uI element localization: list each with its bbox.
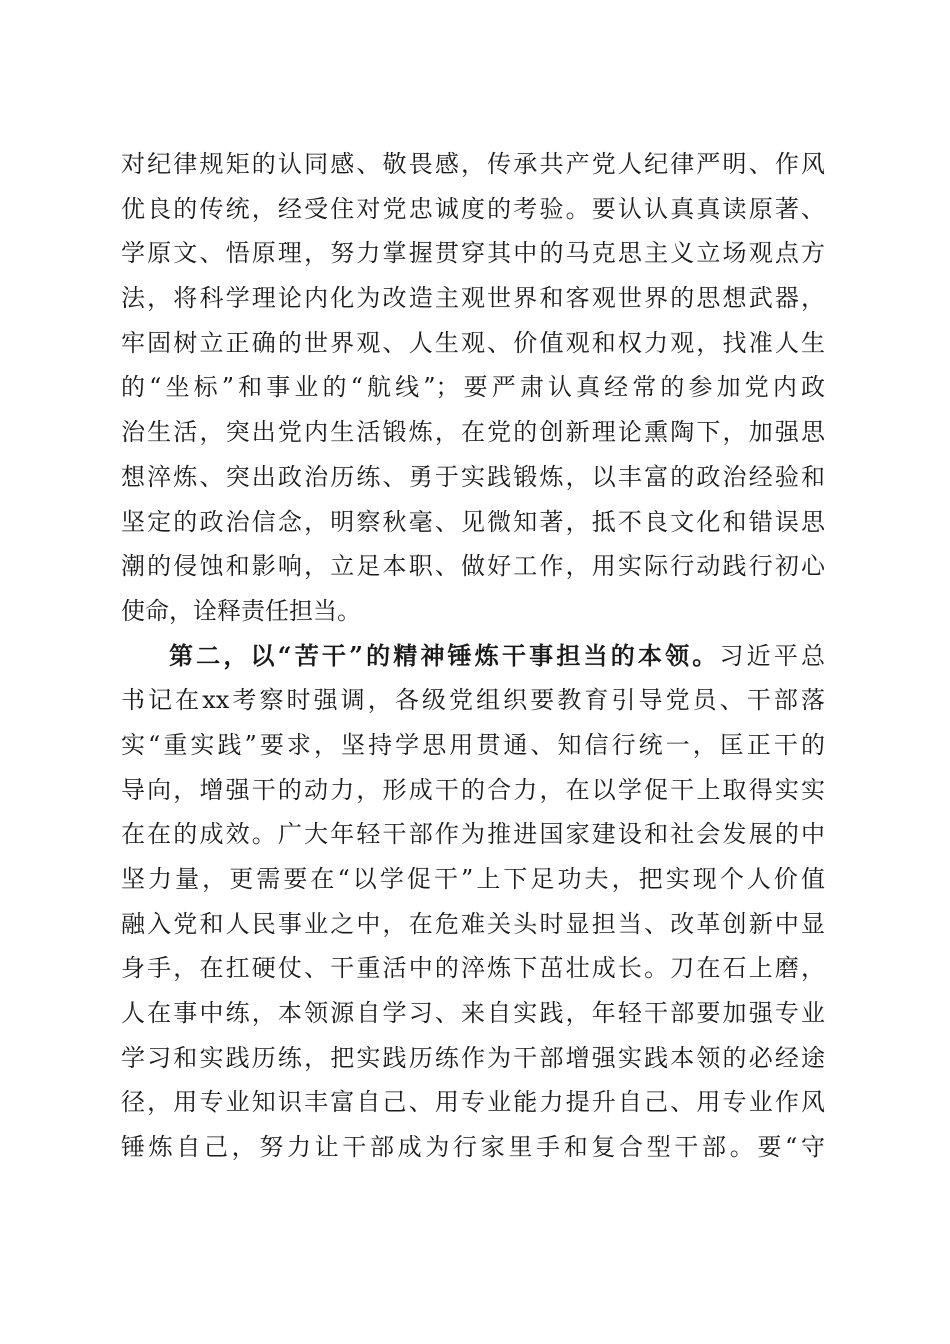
paragraph-2-line: 人在事中练，本领源自学习、来自实践，年轻干部要加强专业	[121, 999, 825, 1028]
paragraph-1-line: 治生活，突出党内生活锻炼，在党的创新理论熏陶下，加强思	[121, 418, 825, 447]
paragraph-1-line: 潮的侵蚀和影响，立足本职、做好工作，用实际行动践行初心	[121, 552, 825, 581]
paragraph-1-line: 牢固树立正确的世界观、人生观、价值观和权力观，找准人生	[121, 328, 825, 357]
paragraph-1-line: 使命，诠释责任担当。	[121, 596, 361, 625]
paragraph-2-line: 学习和实践历练，把实践历练作为干部增强实践本领的必经途	[121, 1043, 825, 1072]
paragraph-1-line: 法，将科学理论内化为改造主观世界和客观世界的思想武器，	[121, 284, 825, 313]
paragraph-2-line: 在在的成效。广大年轻干部作为推进国家建设和社会发展的中	[121, 820, 825, 849]
paragraph-1-line: 优良的传统，经受住对党忠诚度的考验。要认认真真读原著、	[121, 194, 825, 223]
paragraph-2-first-line-rest: 习近平总	[719, 641, 826, 670]
paragraph-2-first-line	[121, 634, 825, 679]
paragraph-1	[121, 142, 825, 634]
paragraph-1-line: 的“坐标”和事业的“航线”；要严肃认真经常的参加党内政	[121, 373, 825, 402]
paragraph-2	[121, 634, 825, 1170]
paragraph-2-line: 锤炼自己，努力让干部成为行家里手和复合型干部。要“守	[121, 1133, 825, 1162]
paragraph-2-line: 实“重实践”要求，坚持学思用贯通、知信行统一，匡正干的	[121, 730, 825, 759]
document-body	[121, 142, 825, 1170]
paragraph-2-line: 融入党和人民事业之中，在危难关头时显担当、改革创新中显	[121, 909, 825, 938]
paragraph-1-line: 学原文、悟原理，努力掌握贯穿其中的马克思主义立场观点方	[121, 239, 825, 268]
paragraph-2-line: 书记在xx考察时强调，各级党组织要教育引导党员、干部落	[121, 686, 825, 715]
paragraph-2-line: 身手，在扛硬仗、干重活中的淬炼下茁壮成长。刀在石上磨，	[121, 954, 825, 983]
paragraph-1-line: 坚定的政治信念，明察秋毫、见微知著，抵不良文化和错误思	[121, 507, 825, 536]
paragraph-1-line: 对纪律规矩的认同感、敬畏感，传承共产党人纪律严明、作风	[121, 150, 825, 178]
paragraph-1-line: 想淬炼、突出政治历练、勇于实践锻炼，以丰富的政治经验和	[121, 462, 825, 491]
paragraph-2-heading: 第二，以“苦干”的精神锤炼干事担当的本领。	[169, 640, 720, 670]
paragraph-2-line: 径，用专业知识丰富自己、用专业能力提升自己、用专业作风	[121, 1088, 825, 1117]
paragraph-2-line: 坚力量，更需要在“以学促干”上下足功夫，把实现个人价值	[121, 865, 825, 893]
paragraph-2-line: 导向，增强干的动力，形成干的合力，在以学促干上取得实实	[121, 775, 825, 804]
